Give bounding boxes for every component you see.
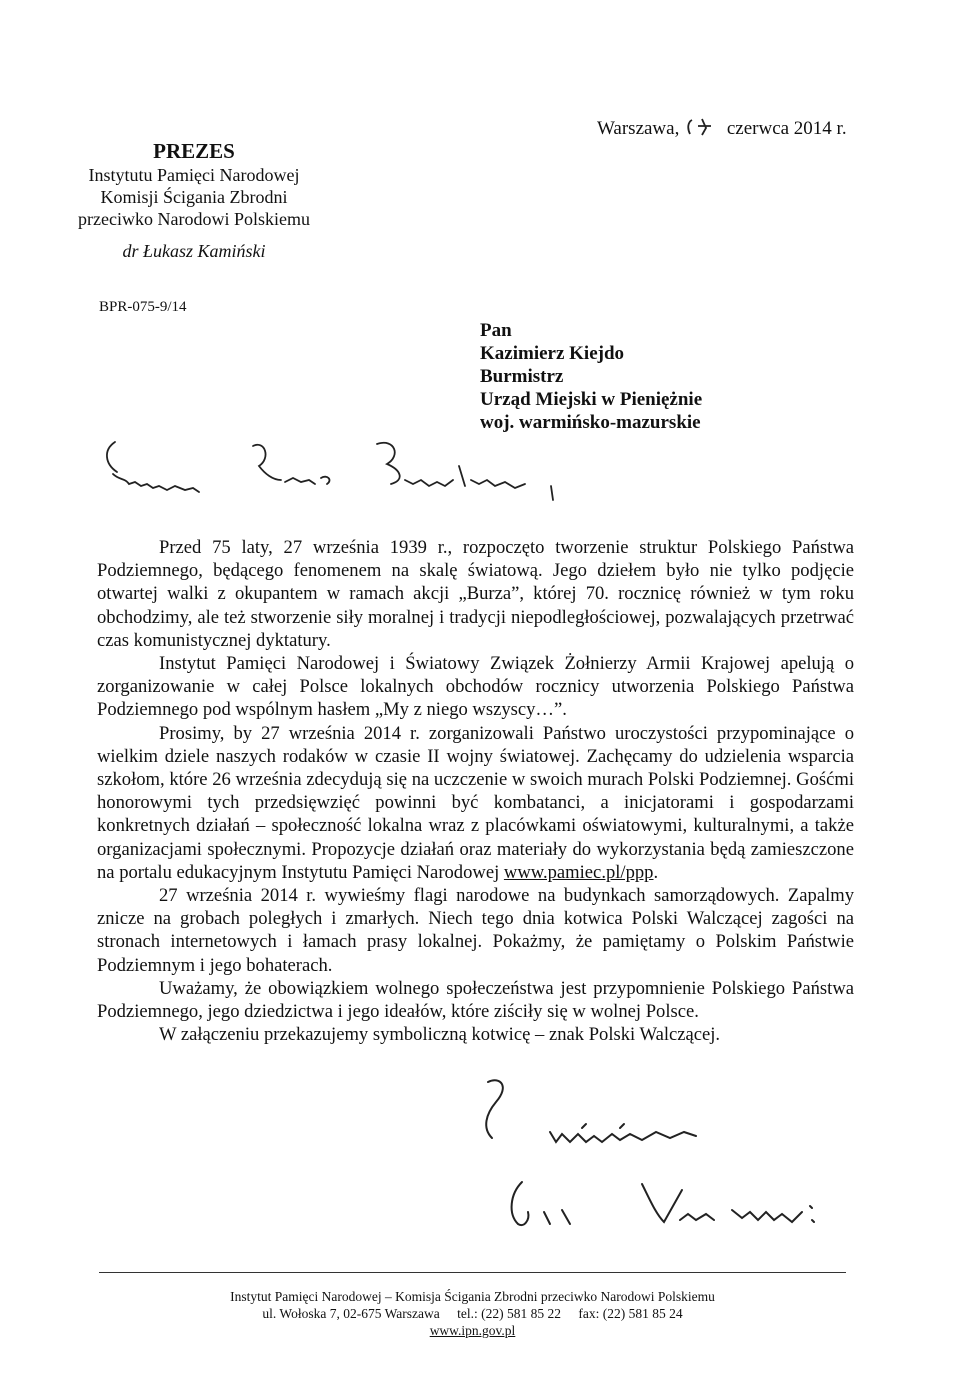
footer-website-link[interactable]: www.ipn.gov.pl	[429, 1323, 516, 1338]
sender-line-2: Komisji Ścigania Zbrodni	[100, 187, 288, 207]
addressee-line-2: Kazimierz Kiejdo	[480, 343, 625, 364]
handwritten-salutation	[95, 436, 565, 506]
addressee-block	[480, 319, 702, 434]
sender-line-3: przeciwko Narodowi Polskiemu	[78, 209, 310, 229]
sender-block	[60, 138, 328, 262]
date-place: Warszawa,	[597, 118, 680, 139]
sender-name: dr Łukasz Kamiński	[122, 241, 266, 261]
sender-title: PREZES	[153, 139, 235, 163]
letter-body	[97, 536, 854, 1046]
body-paragraph-3-end: .	[653, 861, 659, 883]
footer-address: ul. Wołoska 7, 02-675 Warszawa	[262, 1306, 440, 1321]
addressee-line-4: Urząd Miejski w Pieniężnie	[480, 389, 703, 410]
letter-date	[597, 116, 847, 140]
body-paragraph-5: Uważamy, że obowiązkiem wolnego społeczeństwa jest przypomnienie Polskiego Państwa Podziemnego, jego dziedzictwa i jego ideałów, które ziściły się w wolnej Polsce.	[97, 977, 854, 1023]
letter-footer	[99, 1288, 846, 1339]
body-paragraph-2: Instytut Pamięci Narodowej i Światowy Związek Żołnierzy Armii Krajowej apelują o zorganizowanie w całej Polsce lokalnych obchodów rocznicy utworzenia Polskiego Państwa Podziemnego pod wspólnym hasłem „My z niego wszyscy…”.	[97, 653, 854, 721]
body-paragraph-3	[97, 722, 854, 884]
body-paragraph-1: Przed 75 laty, 27 września 1939 r., rozpoczęto tworzenie struktur Polskiego Państwa Podziemnego, będącego fenomenem na skalę światową. Jego dziełem było nie tylko podjęcie otwartej walki z okupantem w ramach akcji „Burza”, której 70. rocznicę również w tym roku obchodzimy, ale też stworzenie siły moralnej i tradycji niepodległościowej, pozwalających przetrwać czas komunistycznej dyktatury.	[97, 537, 854, 651]
handwritten-signature	[470, 1072, 830, 1242]
footer-contact	[99, 1305, 846, 1322]
addressee-line-1: Pan	[480, 320, 512, 341]
body-paragraph-6: W załączeniu przekazujemy symboliczną kotwicę – znak Polski Walczącej.	[159, 1024, 721, 1046]
body-paragraph-4: 27 września 2014 r. wywieśmy flagi narodowe na budynkach samorządowych. Zapalmy znicze na grobach poległych i zmarłych. Niech tego dnia kotwica Polski Walczącej zagości na stronach internetowych i łamach prasy lokalnej. Pokażmy, że pamiętamy o Polskim Państwie Podziemnym i jego bohaterach.	[97, 885, 854, 976]
footer-institution: Instytut Pamięci Narodowej – Komisja Ścigania Zbrodni przeciwko Narodowi Polskiemu	[230, 1289, 715, 1304]
footer-divider	[99, 1272, 846, 1273]
pamiec-link[interactable]: www.pamiec.pl/ppp	[503, 861, 654, 883]
body-paragraph-3-text: Prosimy, by 27 września 2014 r. zorganizowali Państwo uroczystości przypominające o wielkim dziele naszych rodaków w czasie II wojny światowej. Zachęcamy do udzielenia wsparcia szkołom, które 26 września zdecydują się na uczczenie w swoich murach Polski Podziemnej. Gośćmi honorowymi tych przedsięwzięć powinni być kombatanci, a inicjatorami i gospodarzami konkretnych działań – społeczność lokalna wraz z placówkami oświatowymi, kulturalnymi, a także organizacjami społecznymi. Propozycje działań oraz materiały do wykorzystania będą zamieszczone na portalu edukacyjnym Instytutu Pamięci Narodowej	[97, 722, 854, 883]
addressee-line-5: woj. warmińsko-mazurskie	[480, 412, 701, 433]
footer-tel: tel.: (22) 581 85 22	[457, 1306, 561, 1321]
footer-fax: fax: (22) 581 85 24	[578, 1306, 683, 1321]
reference-number: BPR-075-9/14	[99, 299, 187, 315]
addressee-line-3: Burmistrz	[480, 366, 564, 387]
sender-line-1: Instytutu Pamięci Narodowej	[88, 165, 300, 185]
date-rest: czerwca 2014 r.	[726, 118, 847, 139]
handwritten-day-mark	[684, 116, 722, 138]
